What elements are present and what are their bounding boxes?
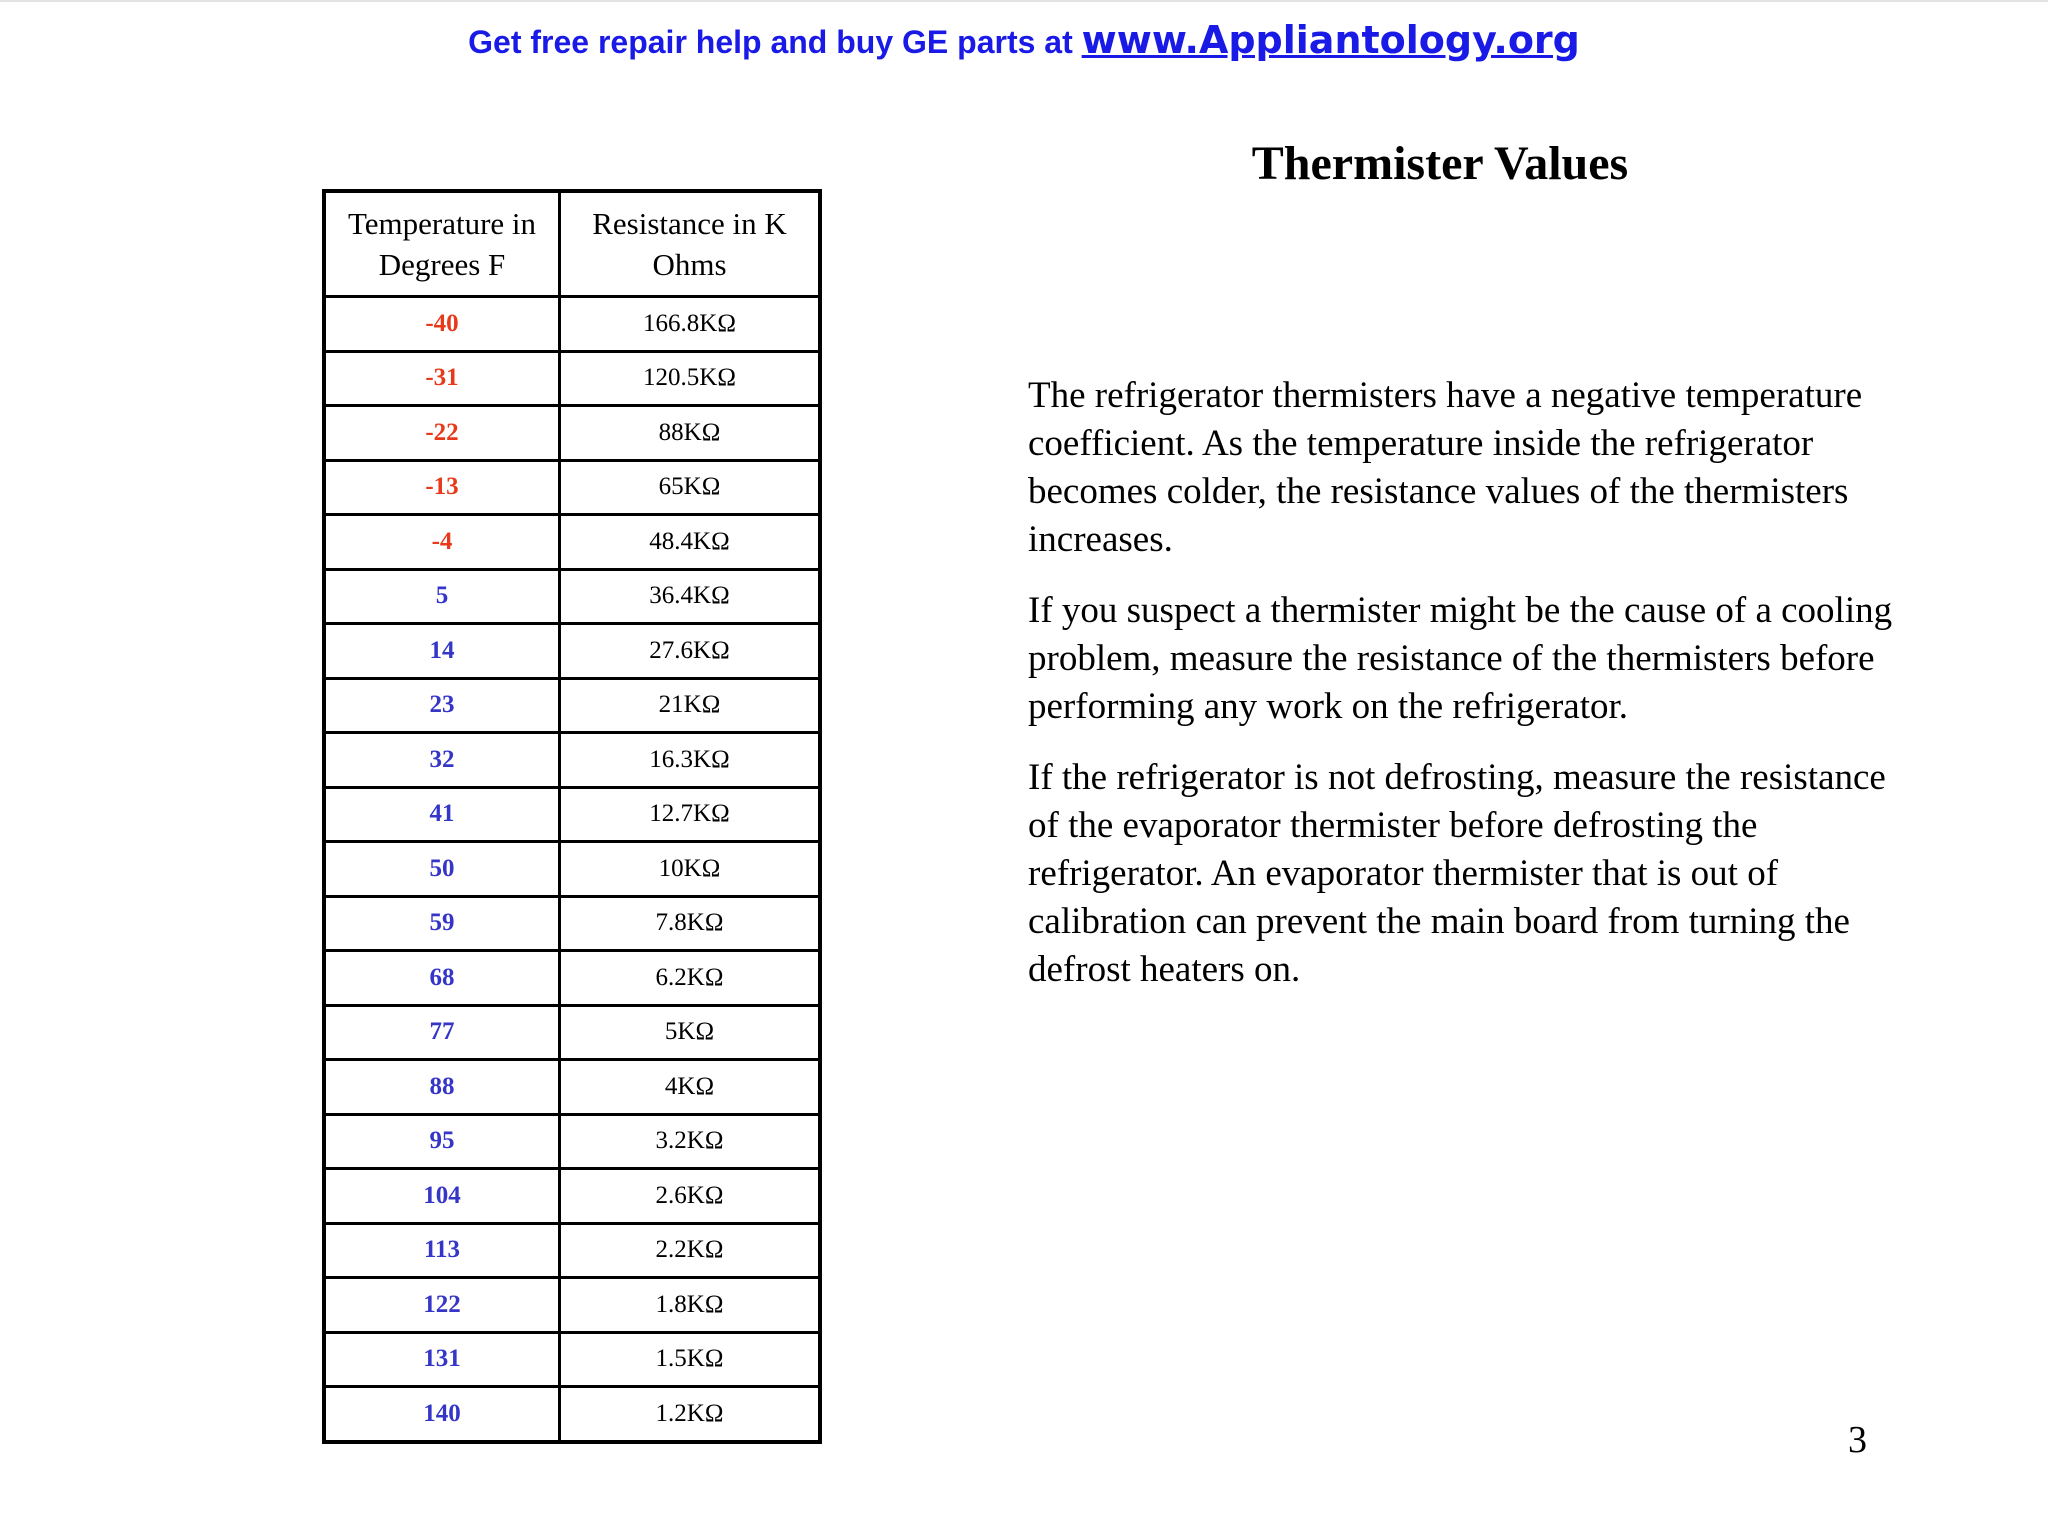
resistance-cell: 88KΩ <box>560 406 821 461</box>
table-row <box>324 460 820 515</box>
table-body <box>324 297 820 1442</box>
temperature-cell: 122 <box>324 1278 560 1333</box>
top-divider <box>0 0 2048 2</box>
table-row <box>324 297 820 352</box>
temperature-cell: 59 <box>324 896 560 951</box>
temperature-cell: 32 <box>324 733 560 788</box>
temperature-cell: -31 <box>324 351 560 406</box>
temperature-cell: -4 <box>324 515 560 570</box>
header-banner <box>0 18 2048 62</box>
table-row <box>324 1223 820 1278</box>
temperature-cell: 131 <box>324 1332 560 1387</box>
resistance-cell: 36.4KΩ <box>560 569 821 624</box>
table-row <box>324 951 820 1006</box>
resistance-cell: 1.2KΩ <box>560 1387 821 1442</box>
temperature-cell: 5 <box>324 569 560 624</box>
resistance-cell: 1.8KΩ <box>560 1278 821 1333</box>
table-row <box>324 351 820 406</box>
resistance-header: Resistance in K Ohms <box>560 191 821 297</box>
temperature-cell: -22 <box>324 406 560 461</box>
resistance-cell: 6.2KΩ <box>560 951 821 1006</box>
temperature-cell: 140 <box>324 1387 560 1442</box>
table-row <box>324 1332 820 1387</box>
temperature-cell: 88 <box>324 1060 560 1115</box>
temperature-cell: -13 <box>324 460 560 515</box>
table-row <box>324 1278 820 1333</box>
temperature-cell: 77 <box>324 1005 560 1060</box>
resistance-cell: 4KΩ <box>560 1060 821 1115</box>
resistance-cell: 10KΩ <box>560 842 821 897</box>
resistance-cell: 2.2KΩ <box>560 1223 821 1278</box>
resistance-cell: 3.2KΩ <box>560 1114 821 1169</box>
resistance-cell: 65KΩ <box>560 460 821 515</box>
table-row <box>324 406 820 461</box>
table-row <box>324 1005 820 1060</box>
table-row <box>324 678 820 733</box>
resistance-cell: 27.6KΩ <box>560 624 821 679</box>
table-row <box>324 1060 820 1115</box>
resistance-cell: 5KΩ <box>560 1005 821 1060</box>
temperature-header: Temperature in Degrees F <box>324 191 560 297</box>
description-text <box>1028 372 1908 1017</box>
temperature-cell: 23 <box>324 678 560 733</box>
table-row <box>324 787 820 842</box>
table-row <box>324 624 820 679</box>
page-title: Thermister Values <box>1251 137 1629 190</box>
resistance-cell: 166.8KΩ <box>560 297 821 352</box>
appliantology-link[interactable]: www.Appliantology.org <box>1081 18 1580 62</box>
resistance-cell: 120.5KΩ <box>560 351 821 406</box>
page-number: 3 <box>1848 1419 1867 1461</box>
temperature-cell: 68 <box>324 951 560 1006</box>
table-row <box>324 896 820 951</box>
table-row <box>324 515 820 570</box>
table-header-row <box>324 191 820 297</box>
resistance-cell: 16.3KΩ <box>560 733 821 788</box>
table-row <box>324 733 820 788</box>
paragraph-not-defrosting: If the refrigerator is not defrosting, measure the resistance of the evaporator thermister before defrosting the refrigerator. An evaporator thermister that is out of calibration can prevent the main board from turning the defrost heaters on. <box>1028 757 1886 990</box>
resistance-cell: 12.7KΩ <box>560 787 821 842</box>
paragraph-negative-coefficient: The refrigerator thermisters have a negative temperature coefficient. As the temperature inside the refrigerator becomes colder, the resistance values of the thermisters increases. <box>1028 375 1863 560</box>
table-row <box>324 569 820 624</box>
paragraph-suspect-thermister: If you suspect a thermister might be the cause of a cooling problem, measure the resistance of the thermisters before performing any work on the refrigerator. <box>1028 590 1893 727</box>
table-row <box>324 1114 820 1169</box>
resistance-cell: 48.4KΩ <box>560 515 821 570</box>
temperature-cell: 41 <box>324 787 560 842</box>
table-row <box>324 1169 820 1224</box>
temperature-cell: 113 <box>324 1223 560 1278</box>
table-row <box>324 1387 820 1442</box>
resistance-cell: 21KΩ <box>560 678 821 733</box>
temperature-cell: 95 <box>324 1114 560 1169</box>
temperature-cell: 14 <box>324 624 560 679</box>
temperature-cell: -40 <box>324 297 560 352</box>
resistance-cell: 7.8KΩ <box>560 896 821 951</box>
temperature-cell: 104 <box>324 1169 560 1224</box>
banner-text: Get free repair help and buy GE parts at <box>468 24 1082 60</box>
thermister-table <box>322 189 822 1444</box>
resistance-cell: 2.6KΩ <box>560 1169 821 1224</box>
temperature-cell: 50 <box>324 842 560 897</box>
table-row <box>324 842 820 897</box>
resistance-cell: 1.5KΩ <box>560 1332 821 1387</box>
